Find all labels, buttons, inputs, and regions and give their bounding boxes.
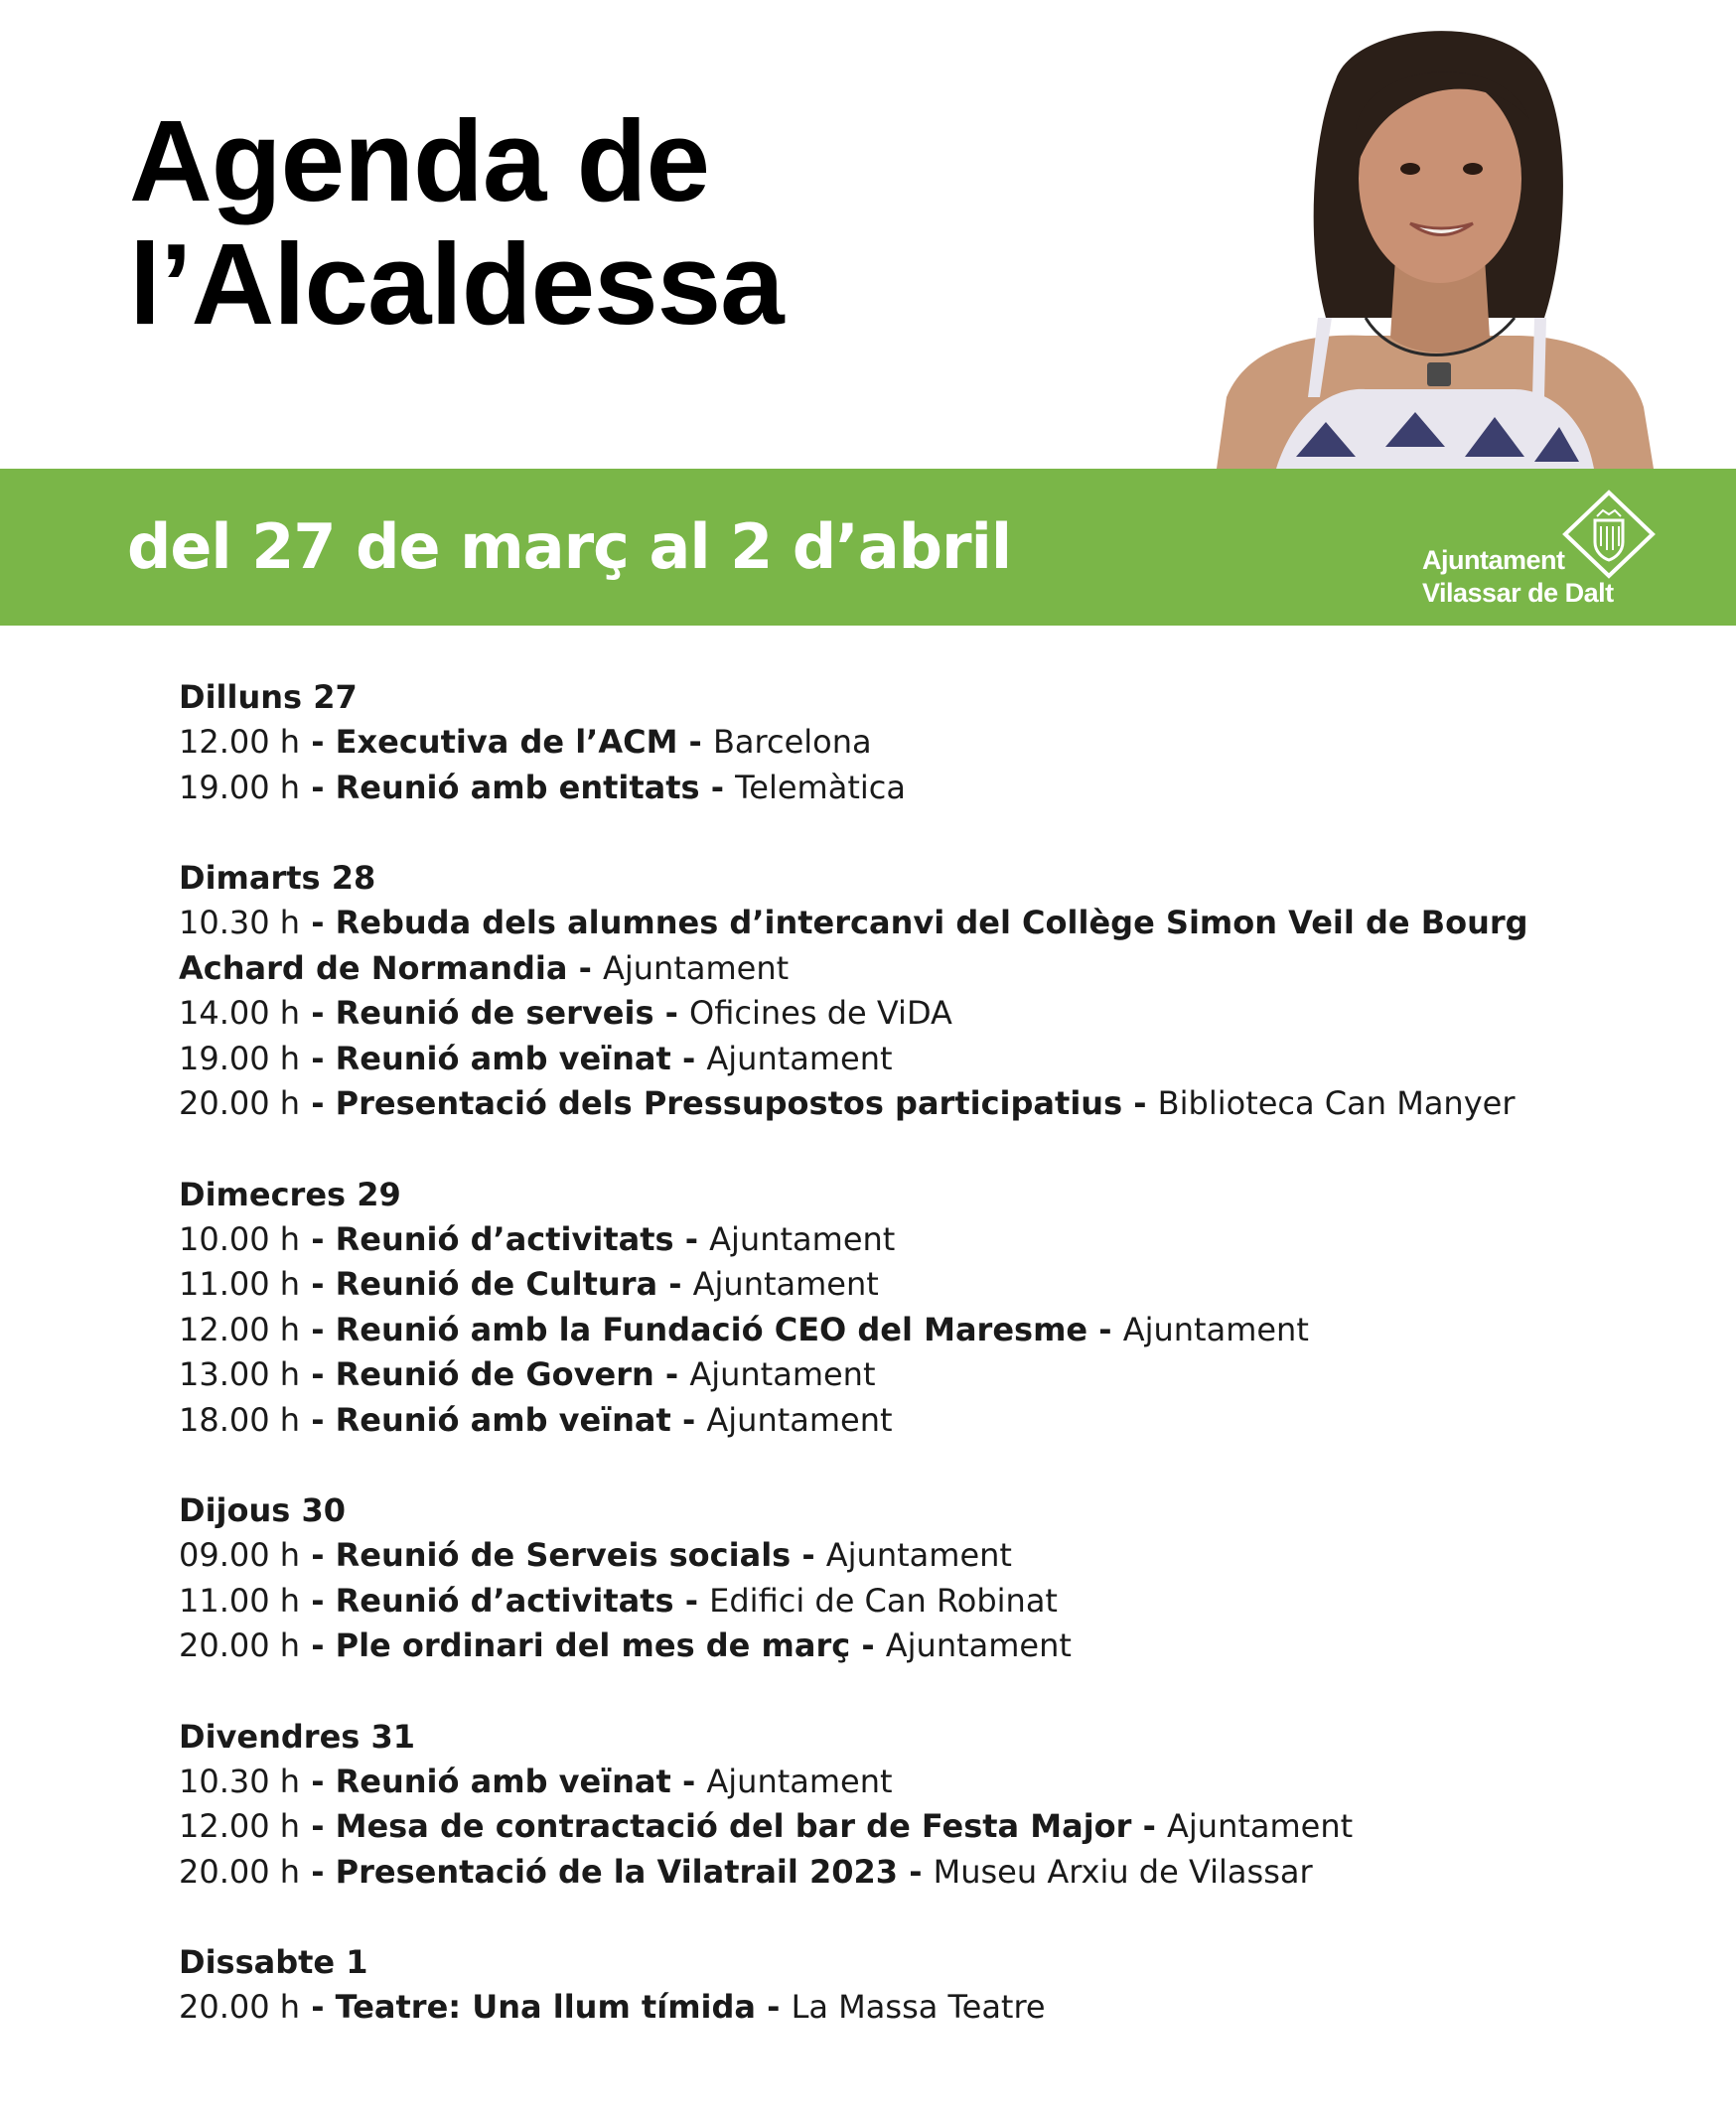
item-time: 19.00 h (179, 768, 301, 806)
item-time: 12.00 h (179, 1807, 301, 1845)
date-range: del 27 de març al 2 d’abril (127, 510, 1012, 583)
page-title (129, 96, 784, 349)
item-place: Barcelona (712, 723, 872, 761)
item-time: 20.00 h (179, 1988, 301, 2026)
item-place: Ajuntament (825, 1536, 1012, 1574)
agenda-item: 12.00 h - Reunió amb la Fundació CEO del Maresme - Ajuntament (179, 1310, 1309, 1348)
item-place: Ajuntament (885, 1626, 1072, 1664)
item-time: 11.00 h (179, 1581, 301, 1620)
item-title: Executiva de l’ACM (335, 723, 678, 761)
logo-line-2: Vilassar de Dalt (1422, 578, 1614, 608)
day-heading: Dissabte 1 (179, 1943, 368, 1981)
item-place: Ajuntament (706, 1762, 893, 1800)
item-time: 12.00 h (179, 723, 301, 761)
title-line-2: l’Alcaldessa (129, 219, 784, 349)
municipality-name (1422, 544, 1614, 610)
mayor-portrait (1217, 20, 1654, 469)
agenda-item: 19.00 h - Reunió amb veïnat - Ajuntament (179, 1039, 893, 1077)
item-title: Reunió de Govern (335, 1355, 654, 1393)
logo-line-1: Ajuntament (1422, 545, 1565, 575)
item-place: Biblioteca Can Manyer (1157, 1084, 1516, 1122)
agenda-item: 10.00 h - Reunió d’activitats - Ajuntament (179, 1219, 896, 1258)
item-time: 20.00 h (179, 1852, 301, 1891)
agenda-item: 20.00 h - Presentació dels Pressupostos participatius - Biblioteca Can Manyer (179, 1084, 1516, 1122)
agenda-item: 13.00 h - Reunió de Govern - Ajuntament (179, 1355, 876, 1393)
item-time: 10.30 h (179, 904, 301, 941)
item-place: Edifici de Can Robinat (709, 1581, 1058, 1620)
item-place: Ajuntament (692, 1265, 879, 1303)
item-title: Teatre: Una llum tímida (335, 1988, 756, 2026)
agenda-item: 18.00 h - Reunió amb veïnat - Ajuntament (179, 1400, 893, 1439)
agenda-day (179, 1940, 1569, 2031)
item-title: Mesa de contractació del bar de Festa Major (335, 1807, 1132, 1845)
item-time: 14.00 h (179, 994, 301, 1032)
item-title: Reunió d’activitats (335, 1219, 674, 1258)
item-title: Ple ordinari del mes de març (335, 1626, 851, 1664)
agenda-item: 20.00 h - Teatre: Una llum tímida - La Massa Teatre (179, 1988, 1046, 2026)
agenda-day (179, 856, 1569, 1127)
item-title: Presentació de la Vilatrail 2023 (335, 1852, 899, 1891)
item-title: Reunió de Cultura (335, 1265, 658, 1303)
item-time: 10.00 h (179, 1219, 301, 1258)
item-title: Rebuda dels alumnes d’intercanvi del Collège Simon Veil de Bourg Achard de Normandia (179, 904, 1528, 987)
item-time: 13.00 h (179, 1355, 301, 1393)
item-place: Ajuntament (706, 1400, 893, 1439)
item-time: 10.30 h (179, 1762, 301, 1800)
agenda-day (179, 675, 1569, 810)
item-place: Museu Arxiu de Vilassar (933, 1852, 1313, 1891)
item-time: 11.00 h (179, 1265, 301, 1303)
item-time: 19.00 h (179, 1039, 301, 1077)
agenda-item: 11.00 h - Reunió d’activitats - Edifici de Can Robinat (179, 1581, 1058, 1620)
item-place: Ajuntament (709, 1219, 896, 1258)
item-title: Reunió amb veïnat (335, 1762, 671, 1800)
agenda-item: 20.00 h - Presentació de la Vilatrail 2023 - Museu Arxiu de Vilassar (179, 1852, 1313, 1891)
item-time: 20.00 h (179, 1084, 301, 1122)
item-place: Telemàtica (735, 768, 906, 806)
agenda-item: 10.30 h - Rebuda dels alumnes d’intercanvi del Collège Simon Veil de Bourg Achard de Normandia - Ajuntament (179, 904, 1528, 987)
day-heading: Dimarts 28 (179, 859, 376, 897)
item-place: Ajuntament (689, 1355, 876, 1393)
item-title: Reunió d’activitats (335, 1581, 674, 1620)
item-title: Reunió amb veïnat (335, 1400, 671, 1439)
agenda-day (179, 1173, 1569, 1444)
item-place: Ajuntament (1167, 1807, 1354, 1845)
item-place: Oficines de ViDA (689, 994, 952, 1032)
item-title: Reunió amb entitats (335, 768, 700, 806)
item-place: Ajuntament (706, 1039, 893, 1077)
item-place: Ajuntament (1122, 1310, 1309, 1348)
agenda-day (179, 1488, 1569, 1669)
agenda-item: 20.00 h - Ple ordinari del mes de març - Ajuntament (179, 1626, 1072, 1664)
item-title: Reunió amb veïnat (335, 1039, 671, 1077)
item-time: 12.00 h (179, 1310, 301, 1348)
agenda-item: 09.00 h - Reunió de Serveis socials - Ajuntament (179, 1536, 1012, 1574)
agenda-item: 12.00 h - Mesa de contractació del bar de Festa Major - Ajuntament (179, 1807, 1354, 1845)
item-time: 18.00 h (179, 1400, 301, 1439)
day-heading: Dijous 30 (179, 1491, 346, 1529)
agenda-item: 19.00 h - Reunió amb entitats - Telemàtica (179, 768, 906, 806)
day-heading: Dimecres 29 (179, 1175, 401, 1213)
title-line-1: Agenda de (129, 96, 709, 225)
item-place: Ajuntament (602, 948, 790, 987)
item-title: Reunió amb la Fundació CEO del Maresme (335, 1310, 1088, 1348)
agenda-day (179, 1715, 1569, 1896)
agenda-item: 10.30 h - Reunió amb veïnat - Ajuntament (179, 1762, 893, 1800)
day-heading: Dilluns 27 (179, 678, 358, 716)
item-title: Presentació dels Pressupostos participatius (335, 1084, 1123, 1122)
agenda-item: 14.00 h - Reunió de serveis - Oficines de ViDA (179, 994, 952, 1032)
item-title: Reunió de Serveis socials (335, 1536, 792, 1574)
agenda-item: 11.00 h - Reunió de Cultura - Ajuntament (179, 1265, 879, 1303)
agenda-list (179, 675, 1569, 2076)
item-time: 20.00 h (179, 1626, 301, 1664)
day-heading: Divendres 31 (179, 1717, 415, 1756)
item-title: Reunió de serveis (335, 994, 654, 1032)
item-place: La Massa Teatre (791, 1988, 1046, 2026)
item-time: 09.00 h (179, 1536, 301, 1574)
agenda-item: 12.00 h - Executiva de l’ACM - Barcelona (179, 723, 872, 761)
